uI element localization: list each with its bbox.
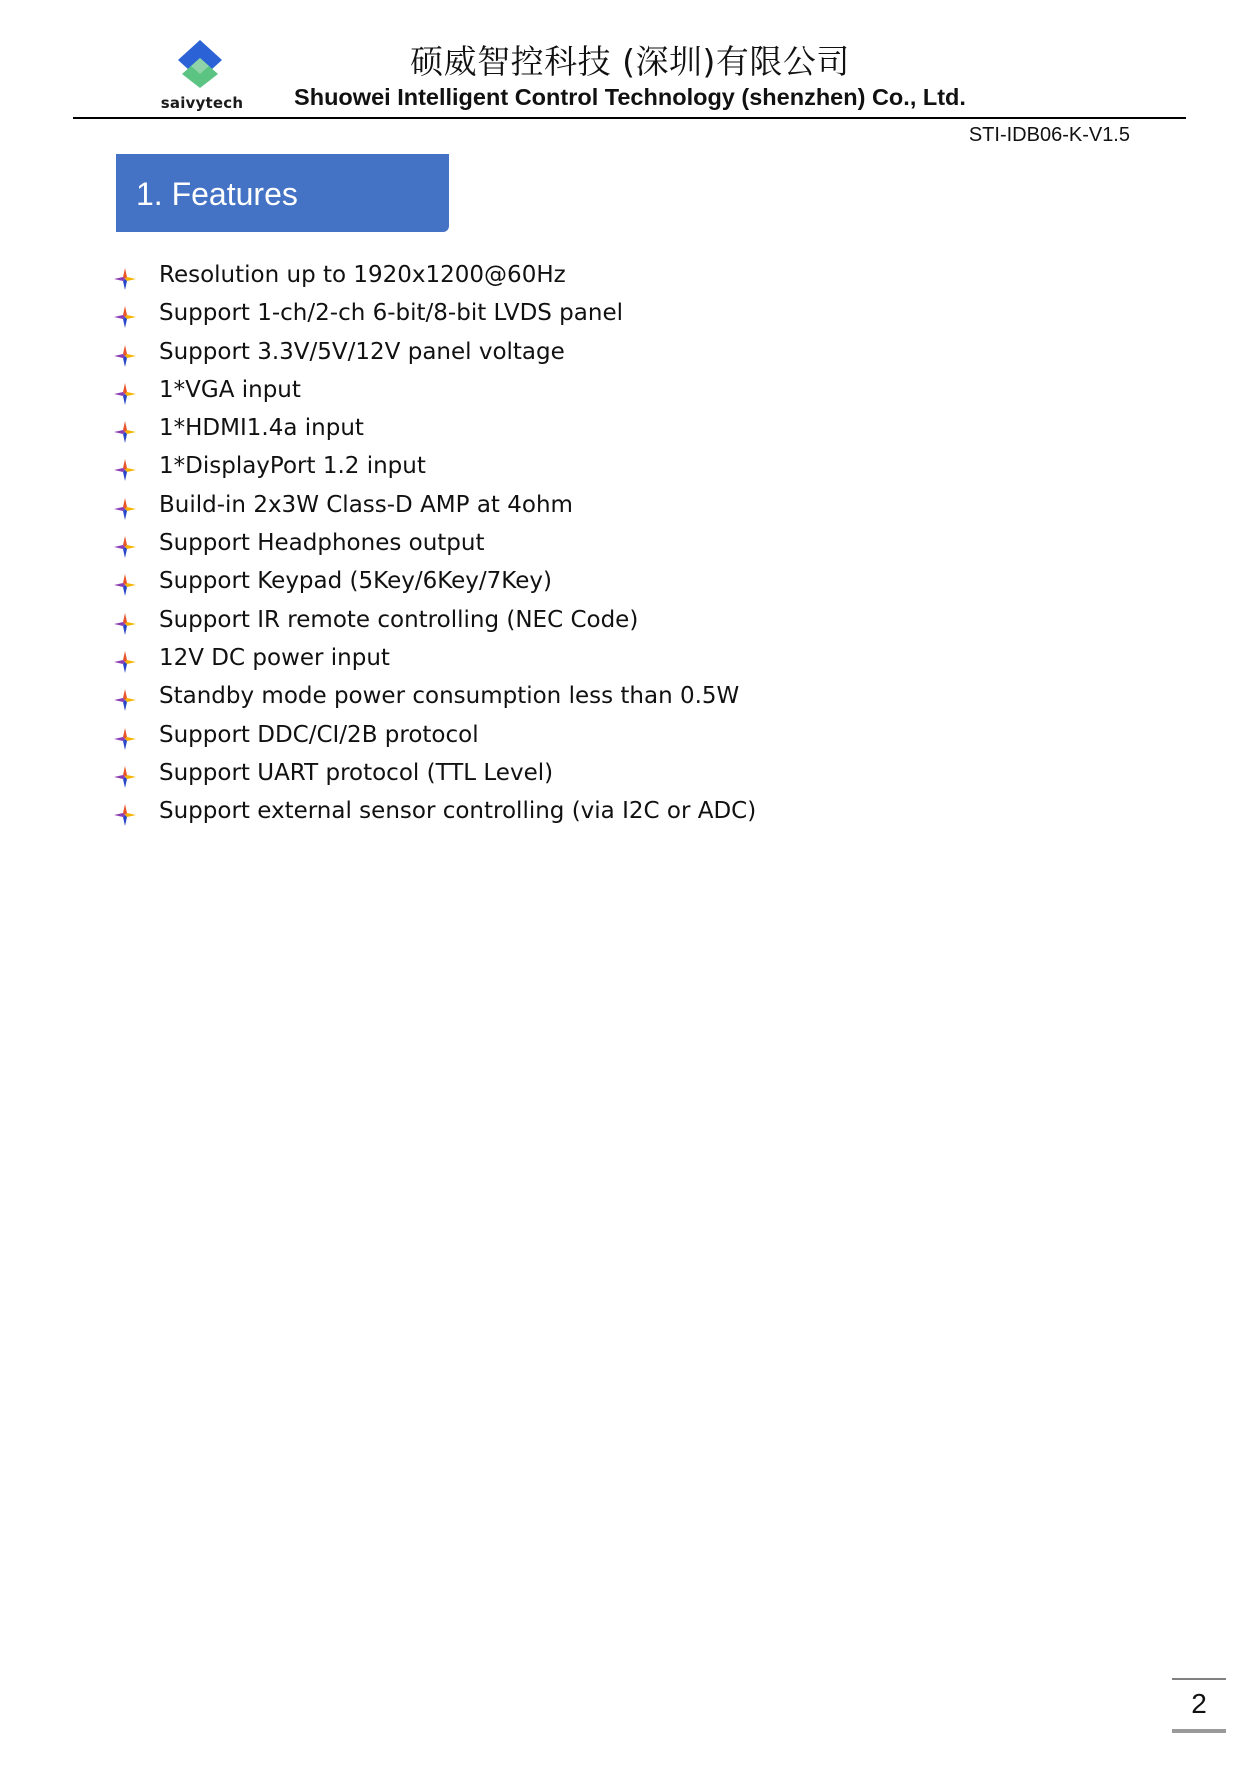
page-number-box xyxy=(1172,1678,1226,1733)
four-point-star-icon xyxy=(114,574,136,596)
feature-text: Support UART protocol (TTL Level) xyxy=(159,759,554,786)
feature-text: Build-in 2x3W Class-D AMP at 4ohm xyxy=(159,491,573,518)
feature-text: 1*VGA input xyxy=(159,376,301,403)
four-point-star-icon xyxy=(114,613,136,635)
header-divider xyxy=(73,117,1186,119)
company-name-cn: 硕威智控科技 (深圳)有限公司 xyxy=(410,42,850,81)
four-point-star-icon xyxy=(114,383,136,405)
page-number-bottom-rule xyxy=(1172,1729,1226,1733)
company-logo xyxy=(152,38,252,118)
logo-mark-icon xyxy=(170,38,230,90)
section-banner xyxy=(116,154,449,232)
four-point-star-icon xyxy=(114,689,136,711)
four-point-star-icon xyxy=(114,766,136,788)
feature-text: Support IR remote controlling (NEC Code) xyxy=(159,606,639,633)
feature-text: 1*HDMI1.4a input xyxy=(159,415,364,442)
company-name-en: Shuowei Intelligent Control Technology (shenzhen) Co., Ltd. xyxy=(294,84,966,110)
four-point-star-icon xyxy=(114,306,136,328)
feature-text: Support external sensor controlling (via I2C or ADC) xyxy=(159,798,757,825)
feature-text: Support Headphones output xyxy=(159,530,485,557)
document-id: STI-IDB06-K-V1.5 xyxy=(968,124,1130,146)
feature-text: Support 1-ch/2-ch 6-bit/8-bit LVDS panel xyxy=(159,300,623,327)
page-header xyxy=(0,0,1257,146)
four-point-star-icon xyxy=(114,651,136,673)
feature-text: Resolution up to 1920x1200@60Hz xyxy=(159,262,566,288)
feature-text: Support Keypad (5Key/6Key/7Key) xyxy=(159,568,552,595)
feature-text: Support DDC/CI/2B protocol xyxy=(159,721,479,748)
feature-text: Standby mode power consumption less than 0.5W xyxy=(159,683,740,710)
page-number-top-rule xyxy=(1172,1678,1226,1680)
logo-text: saivytech xyxy=(160,94,244,112)
four-point-star-icon xyxy=(114,728,136,750)
page-number: 2 xyxy=(1191,1688,1207,1719)
four-point-star-icon xyxy=(114,804,136,826)
four-point-star-icon xyxy=(114,536,136,558)
four-point-star-icon xyxy=(114,421,136,443)
feature-text: 1*DisplayPort 1.2 input xyxy=(159,453,426,480)
four-point-star-icon xyxy=(114,268,136,290)
four-point-star-icon xyxy=(114,459,136,481)
feature-text: 12V DC power input xyxy=(159,644,390,671)
four-point-star-icon xyxy=(114,345,136,367)
four-point-star-icon xyxy=(114,498,136,520)
feature-text: Support 3.3V/5V/12V panel voltage xyxy=(159,338,565,365)
section-title: 1. Features xyxy=(136,176,298,212)
